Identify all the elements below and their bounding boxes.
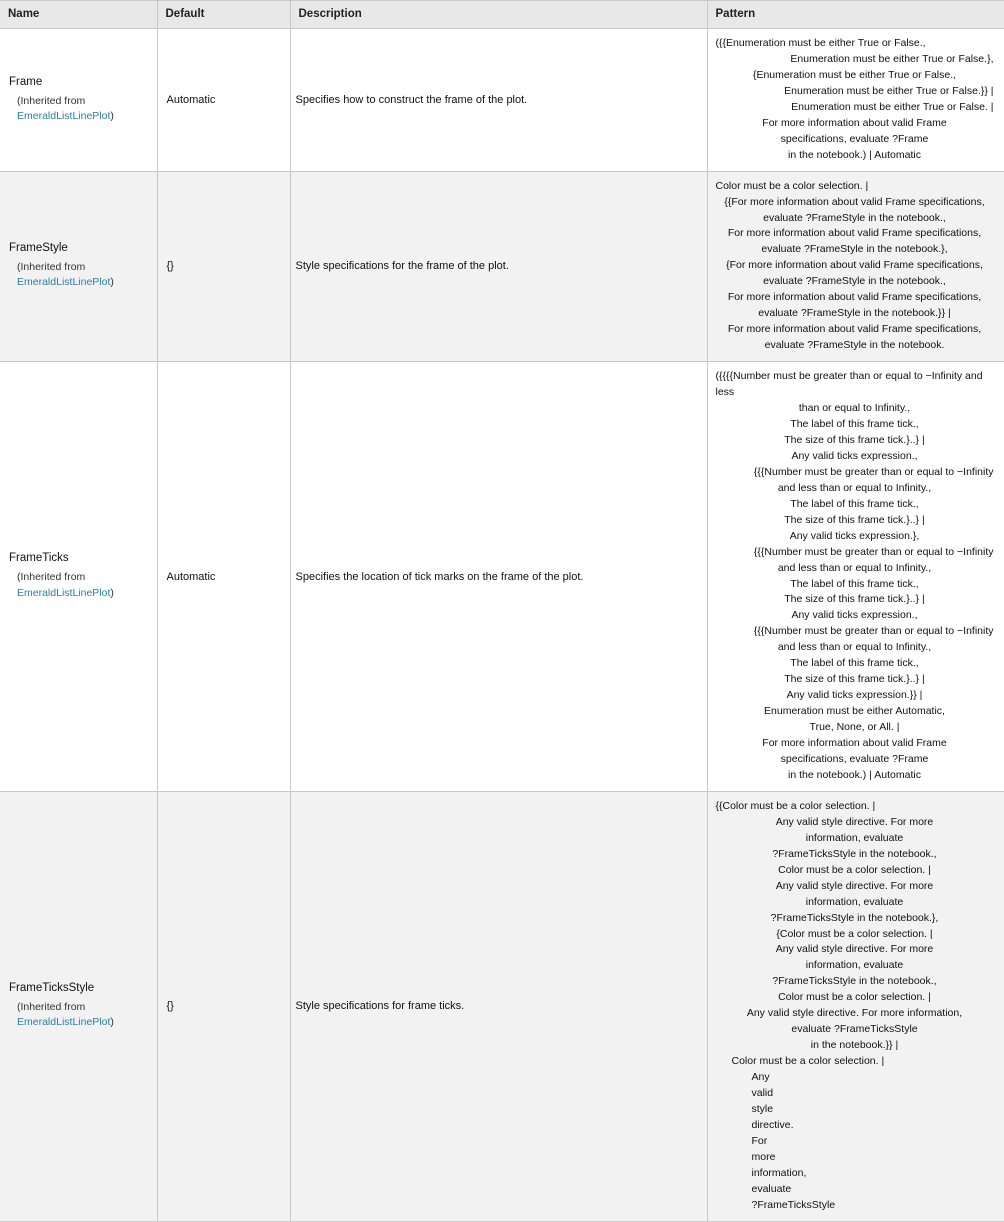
pattern-line: Enumeration must be either True or False.}} |: [784, 84, 994, 97]
pattern-line: Any valid ticks expression.,: [791, 609, 918, 622]
pattern-line: ?FrameTicksStyle in the notebook.,: [772, 975, 937, 988]
pattern-line: {{{Number must be greater than or equal to −Infinity: [753, 625, 994, 638]
inherited-suffix: ): [110, 276, 114, 289]
option-pattern-cell: [707, 362, 1004, 792]
inherited-suffix: ): [110, 1016, 114, 1029]
pattern-line: Color must be a color selection. |: [715, 179, 869, 192]
column-header-default: Default: [157, 1, 290, 29]
pattern-line: evaluate ?FrameStyle in the notebook.}} |: [758, 307, 951, 320]
table-row: [0, 791, 1004, 1221]
pattern-line: Enumeration must be either True or False. |: [791, 100, 994, 113]
option-default-cell: {}: [157, 171, 290, 361]
pattern-line: {Enumeration must be either True or False.,: [752, 68, 957, 81]
pattern-line: The label of this frame tick.,: [790, 657, 919, 670]
table-header-row: [0, 1, 1004, 29]
inherited-source-link[interactable]: EmeraldListLinePlot: [17, 276, 111, 289]
inherited-from: [9, 1000, 149, 1030]
pattern-line: than or equal to Infinity.,: [798, 402, 911, 415]
pattern-line: {Color must be a color selection. |: [776, 927, 933, 940]
pattern-line: Any valid style directive. For more: [775, 879, 934, 892]
option-pattern-cell: [707, 29, 1004, 172]
pattern-line: evaluate ?FrameStyle in the notebook.: [764, 339, 945, 352]
pattern-line: Color must be a color selection. |: [778, 991, 931, 1004]
table-header: [0, 1, 1004, 29]
pattern-line: specifications, evaluate ?Frame: [780, 132, 929, 145]
pattern-line: The label of this frame tick.,: [790, 417, 919, 430]
pattern-line: in the notebook.) | Automatic: [788, 148, 921, 161]
pattern-line: The label of this frame tick.,: [790, 497, 919, 510]
option-default-cell: Automatic: [157, 29, 290, 172]
pattern-line: Enumeration must be either Automatic,: [764, 705, 945, 718]
pattern-line: For more information about valid Frame specifications,: [727, 323, 982, 336]
pattern-line: evaluate ?FrameStyle in the notebook.,: [763, 275, 946, 288]
pattern-line: For: [751, 1134, 768, 1147]
option-name-cell: [0, 29, 157, 172]
option-default-cell: {}: [157, 791, 290, 1221]
column-header-description: Description: [290, 1, 707, 29]
pattern-line: ({{Enumeration must be either True or False.,: [715, 37, 926, 49]
option-name: FrameTicks: [9, 552, 69, 565]
option-description-cell: Specifies the location of tick marks on the frame of the plot.: [290, 362, 707, 792]
pattern-line: information,: [751, 1166, 807, 1179]
pattern-line: Any: [751, 1071, 770, 1084]
inherited-prefix: (Inherited from: [17, 94, 86, 107]
pattern-line: Any valid style directive. For more: [775, 943, 934, 956]
pattern-line: in the notebook.}} |: [810, 1039, 899, 1052]
table-row: [0, 29, 1004, 172]
pattern-line: information, evaluate: [805, 831, 904, 844]
column-header-name: Name: [0, 1, 157, 29]
inherited-prefix: (Inherited from: [17, 261, 86, 274]
pattern-line: and less than or equal to Infinity.,: [777, 561, 932, 574]
pattern-line: evaluate ?FrameTicksStyle: [791, 1023, 918, 1036]
option-description-cell: Specifies how to construct the frame of the plot.: [290, 29, 707, 172]
pattern-line: {{{Number must be greater than or equal to −Infinity: [753, 545, 994, 558]
inherited-from: [9, 260, 149, 290]
pattern-line: ?FrameTicksStyle in the notebook.},: [770, 911, 939, 924]
pattern-line: {{{Number must be greater than or equal to −Infinity: [753, 465, 994, 478]
pattern-line: evaluate ?FrameStyle in the notebook.},: [761, 243, 948, 256]
pattern-line: ?FrameTicksStyle: [751, 1198, 836, 1211]
pattern-line: specifications, evaluate ?Frame: [780, 752, 929, 765]
pattern-line: Any valid style directive. For more: [775, 815, 934, 828]
table-row: [0, 171, 1004, 361]
column-header-pattern: Pattern: [707, 1, 1004, 29]
option-default-cell: Automatic: [157, 362, 290, 792]
pattern-line: The size of this frame tick.}..} |: [784, 513, 925, 526]
pattern-line: Any valid ticks expression.}} |: [786, 689, 923, 702]
pattern-line: information, evaluate: [805, 895, 904, 908]
pattern-line: Any valid ticks expression.},: [789, 529, 920, 542]
pattern-line: {{For more information about valid Frame specifications,: [724, 195, 985, 208]
pattern-line: True, None, or All. |: [809, 721, 900, 734]
option-pattern-cell: [707, 171, 1004, 361]
pattern-line: ?FrameTicksStyle in the notebook.,: [772, 847, 937, 860]
pattern-line: and less than or equal to Infinity.,: [777, 641, 932, 654]
pattern-line: {{Color must be a color selection. |: [715, 799, 876, 812]
inherited-prefix: (Inherited from: [17, 571, 86, 584]
pattern-line: For more information about valid Frame: [762, 737, 947, 750]
option-name-cell: [0, 171, 157, 361]
option-name: Frame: [9, 75, 43, 88]
pattern-line: in the notebook.) | Automatic: [788, 768, 921, 781]
pattern-line: ({{{{Number must be greater than or equal to −Infinity and less: [715, 370, 986, 399]
pattern-line: The size of this frame tick.}..} |: [784, 593, 925, 606]
option-name: FrameStyle: [9, 242, 68, 255]
option-description-cell: Style specifications for the frame of the plot.: [290, 171, 707, 361]
pattern-line: {For more information about valid Frame specifications,: [726, 259, 983, 272]
pattern-line: and less than or equal to Infinity.,: [777, 481, 932, 494]
inherited-prefix: (Inherited from: [17, 1001, 86, 1014]
pattern-line: For more information about valid Frame specifications,: [727, 291, 982, 304]
table-body: [0, 29, 1004, 1222]
option-name-cell: [0, 791, 157, 1221]
pattern-line: directive.: [751, 1118, 794, 1131]
pattern-line: Color must be a color selection. |: [778, 863, 931, 876]
inherited-suffix: ): [110, 586, 114, 599]
pattern-line: The size of this frame tick.}..} |: [784, 433, 925, 446]
pattern-line: information, evaluate: [805, 959, 904, 972]
pattern-line: style: [751, 1103, 774, 1115]
option-name: FrameTicksStyle: [9, 982, 95, 995]
pattern-line: Any valid ticks expression.,: [791, 449, 918, 462]
inherited-source-link[interactable]: EmeraldListLinePlot: [17, 109, 111, 122]
option-description-cell: Style specifications for frame ticks.: [290, 791, 707, 1221]
option-name-cell: [0, 362, 157, 792]
inherited-from: [9, 570, 149, 600]
pattern-line: The size of this frame tick.}..} |: [784, 673, 925, 686]
pattern-line: The label of this frame tick.,: [790, 577, 919, 590]
pattern-line: valid: [751, 1087, 774, 1100]
pattern-line: evaluate ?FrameStyle in the notebook.,: [763, 211, 946, 224]
pattern-line: Any valid style directive. For more information,: [746, 1007, 963, 1020]
inherited-from: [9, 94, 149, 124]
pattern-line: more: [751, 1150, 776, 1163]
pattern-line: Enumeration must be either True or False.},: [790, 52, 994, 65]
pattern-line: For more information about valid Frame specifications,: [727, 227, 982, 240]
pattern-line: For more information about valid Frame: [762, 116, 947, 129]
pattern-line: Color must be a color selection. |: [731, 1055, 885, 1068]
table-row: [0, 362, 1004, 792]
inherited-source-link[interactable]: EmeraldListLinePlot: [17, 586, 111, 599]
pattern-line: evaluate: [751, 1182, 792, 1195]
inherited-source-link[interactable]: EmeraldListLinePlot: [17, 1016, 111, 1029]
option-pattern-cell: [707, 791, 1004, 1221]
inherited-suffix: ): [110, 109, 114, 122]
